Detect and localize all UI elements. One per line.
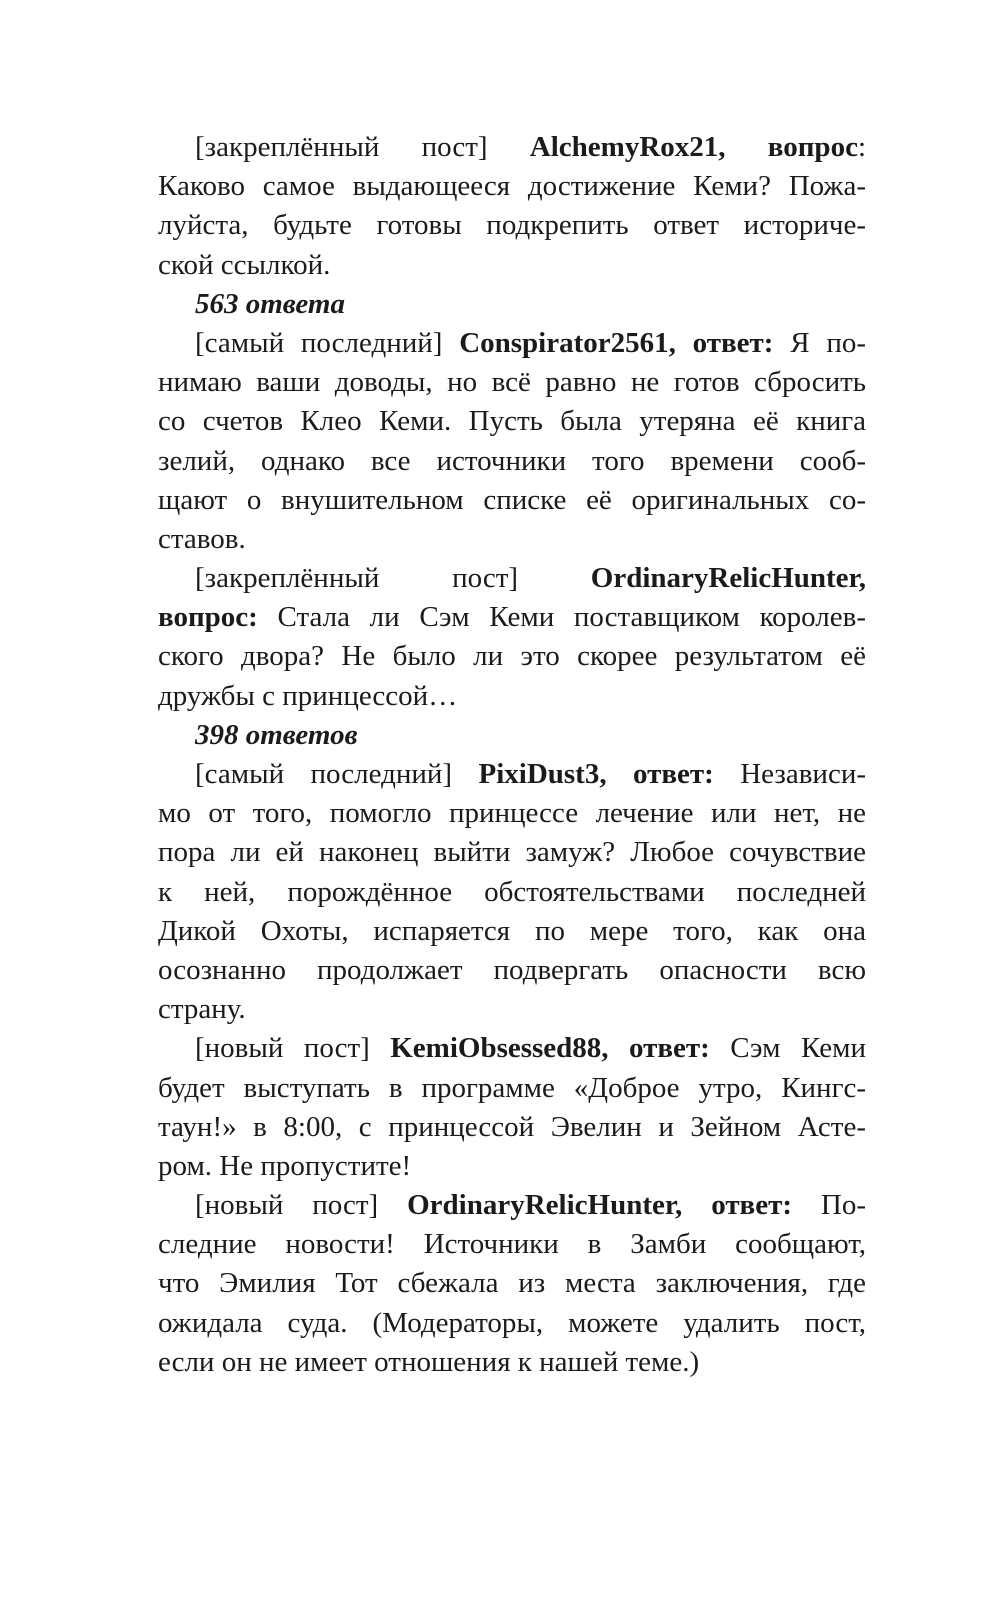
username-label: вопрос: — [158, 601, 258, 634]
text-line — [158, 442, 866, 481]
text-segment: страну. — [158, 993, 246, 1026]
text-line — [158, 1264, 866, 1303]
text-segment: ского двора? Не было ли это скорее результатом её — [158, 640, 866, 673]
username-label: OrdinaryRelicHunter, — [590, 562, 866, 595]
text-segment: Независи- — [713, 758, 866, 790]
text-segment: следние новости! Источники в Замби сообщают, — [158, 1228, 866, 1261]
text-line — [158, 598, 866, 637]
text-segment: Я по- — [773, 326, 866, 359]
text-segment: таун!» в 8:00, с принцессой Эвелин и Зейном Асте- — [158, 1110, 866, 1143]
forum-post-paragraph — [158, 559, 866, 716]
text-segment: [закреплённый пост] — [195, 131, 530, 163]
text-segment: что Эмилия Тот сбежала из места заключения, где — [158, 1267, 866, 1300]
text-segment: ожидала суда. (Модераторы, можете удалить пост, — [158, 1306, 866, 1339]
text-segment: По- — [792, 1189, 866, 1222]
text-segment: пора ли ей наконец выйти замуж? Любое сочувствие — [158, 836, 866, 869]
text-segment: дружбы с принцессой… — [158, 679, 458, 712]
text-line — [158, 1225, 866, 1264]
text-segment: луйста, будьте готовы подкрепить ответ историче- — [158, 209, 866, 242]
text-line — [158, 324, 866, 363]
text-segment: осознанно продолжает подвергать опасности всю — [158, 953, 866, 986]
username-label: PixiDust3, ответ: — [478, 758, 714, 790]
text-line — [158, 1069, 866, 1108]
text-line — [158, 755, 866, 794]
reply-count-heading: 398 ответов — [195, 718, 358, 751]
text-line — [158, 246, 866, 285]
username-label: Conspirator2561, ответ: — [459, 326, 774, 359]
text-segment: щают о внушительном списке её оригинальных со- — [158, 483, 866, 516]
text-line — [158, 637, 866, 676]
text-segment: будет выступать в программе «Доброе утро, Кингс- — [158, 1071, 866, 1104]
forum-post-paragraph — [158, 1029, 866, 1186]
text-segment: [закреплённый пост] — [195, 562, 591, 595]
text-line — [158, 912, 866, 951]
text-line — [158, 363, 866, 402]
text-line — [158, 128, 866, 167]
text-line — [158, 1343, 866, 1382]
username-label: OrdinaryRelicHunter, ответ: — [407, 1189, 792, 1222]
text-line — [158, 1304, 866, 1343]
text-line — [158, 990, 866, 1029]
text-segment: ставов. — [158, 522, 246, 555]
text-line — [158, 559, 866, 598]
text-segment: Стала ли Сэм Кеми поставщиком королев- — [257, 601, 866, 634]
forum-post-paragraph — [158, 324, 866, 559]
text-segment: : — [857, 131, 866, 163]
reply-count-heading: 563 ответа — [195, 287, 345, 320]
forum-post-paragraph — [158, 128, 866, 285]
text-line — [158, 873, 866, 912]
text-line — [158, 833, 866, 872]
text-line — [158, 794, 866, 833]
username-label: KemiObsessed88, ответ: — [390, 1032, 710, 1065]
forum-post-paragraph — [158, 755, 866, 1029]
text-segment: Дикой Охоты, испаряется по мере того, как она — [158, 914, 866, 947]
text-segment: ской ссылкой. — [158, 248, 331, 281]
text-line — [158, 167, 866, 206]
text-segment: Сэм Кеми — [709, 1032, 866, 1065]
text-segment: мо от того, помогло принцессе лечение или нет, не — [158, 797, 866, 830]
text-segment: к ней, порождённое обстоятельствами последней — [158, 875, 866, 908]
text-segment: [самый последний] — [195, 758, 479, 790]
text-segment: Каково самое выдающееся достижение Кеми? Пожа- — [158, 170, 866, 203]
username-label: AlchemyRox21, вопрос — [529, 131, 858, 163]
text-segment: [новый пост] — [195, 1189, 408, 1222]
text-line — [158, 481, 866, 520]
text-segment: ром. Не пропустите! — [158, 1149, 412, 1182]
text-line — [158, 206, 866, 245]
text-segment: нимаю ваши доводы, но всё равно не готов сбросить — [158, 366, 866, 399]
text-segment: [новый пост] — [195, 1032, 391, 1065]
text-segment: если он не имеет отношения к нашей теме.) — [158, 1345, 700, 1378]
text-line — [158, 1186, 866, 1225]
text-line — [158, 1108, 866, 1147]
text-line — [158, 1147, 866, 1186]
text-segment: зелий, однако все источники того времени сооб- — [158, 444, 866, 477]
text-line — [158, 1029, 866, 1068]
text-line — [158, 951, 866, 990]
text-line — [158, 520, 866, 559]
text-line — [158, 677, 866, 716]
text-segment: со счетов Клео Кеми. Пусть была утеряна её книга — [158, 405, 866, 438]
text-segment: [самый последний] — [195, 326, 460, 359]
text-line — [158, 402, 866, 441]
book-page-text — [158, 128, 866, 1382]
forum-post-paragraph — [158, 1186, 866, 1382]
